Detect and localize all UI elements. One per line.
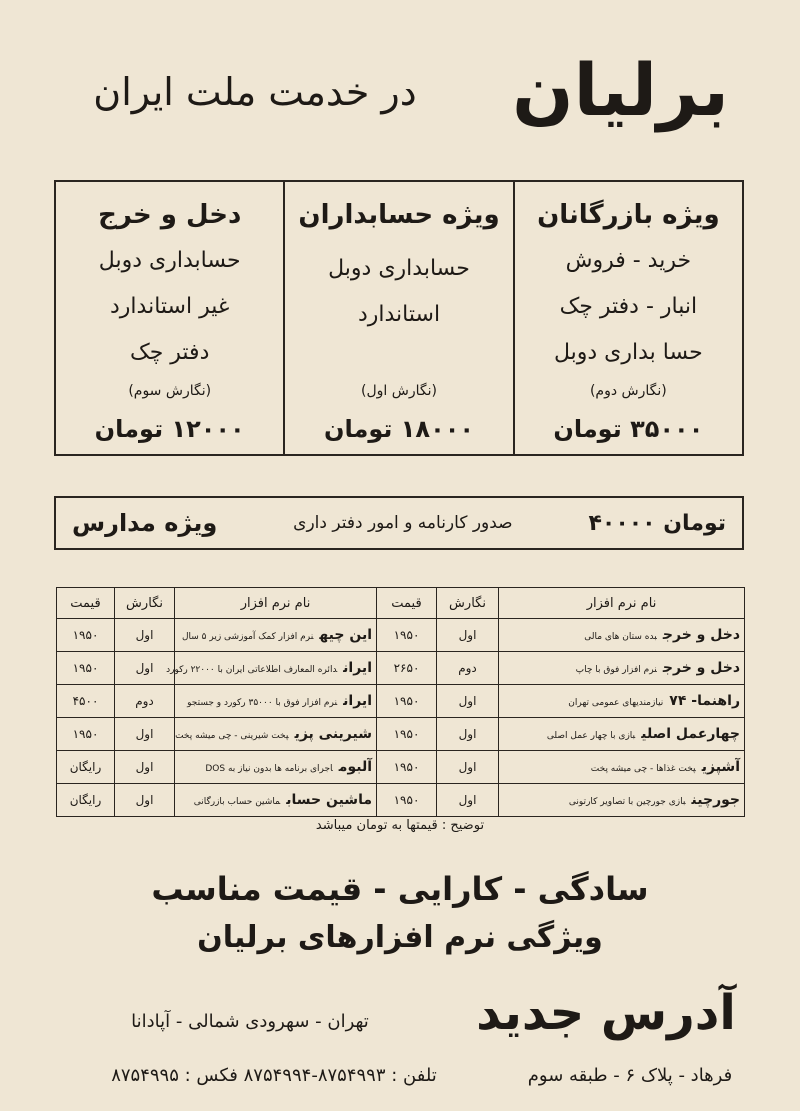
- table-row: [57, 652, 745, 685]
- software-desc: بده ستان های مالی: [584, 632, 657, 642]
- box-edition: (نگارش دوم): [589, 383, 667, 399]
- slogan: در خدمت ملت ایران: [93, 70, 417, 114]
- price-cell: ۱۹۵۰: [57, 718, 115, 751]
- box-edition: (نگارش اول): [361, 383, 437, 399]
- edition-cell: دوم: [437, 652, 499, 685]
- software-desc: نرم افزار کمک آموزشی زیر ۵ سال: [181, 632, 314, 642]
- price-cell: ۱۹۵۰: [377, 784, 437, 817]
- software-table: [56, 587, 745, 817]
- software-name: دخل و خرج: [662, 660, 740, 676]
- col-header-name: نام نرم افزار: [175, 588, 377, 619]
- address-city: تهران - سهرودی شمالی - آپادانا: [131, 1011, 369, 1032]
- box-line: حسابداری دوبل: [98, 248, 241, 273]
- software-cell: [175, 784, 377, 817]
- table-row: [57, 685, 745, 718]
- software-cell: [166, 652, 377, 685]
- col-header-price: قیمت: [377, 588, 437, 619]
- software-cell: [499, 784, 745, 817]
- software-cell: [499, 718, 745, 751]
- software-desc: پخت شیرینی - چی میشه پخت: [175, 731, 289, 741]
- software-name: راهنما- ۷۴: [669, 693, 740, 709]
- product-boxes: [54, 180, 744, 456]
- box-line: استاندارد: [357, 302, 441, 327]
- price-cell: ۱۹۵۰: [377, 685, 437, 718]
- price-cell: ۱۹۵۰: [57, 619, 115, 652]
- software-name: این چیه: [319, 627, 372, 643]
- software-name: شیرینی پزی: [294, 726, 372, 742]
- box-line: دفتر چک: [130, 340, 210, 365]
- software-desc: نرم افزار فوق با چاپ: [575, 665, 657, 675]
- edition-cell: اول: [437, 619, 499, 652]
- price-cell: رایگان: [57, 751, 115, 784]
- edition-cell: اول: [437, 685, 499, 718]
- software-desc: بازی جورچین با تصاویر کارتونی: [568, 797, 686, 807]
- price-cell: ۲۶۵۰: [377, 652, 437, 685]
- box-line: غیر استاندارد: [110, 294, 230, 319]
- box-edition: (نگارش سوم): [128, 383, 212, 399]
- edition-cell: اول: [115, 619, 175, 652]
- software-name: چهارعمل اصلی: [641, 726, 740, 742]
- software-name: آلبوم: [338, 759, 372, 775]
- tagline-brand: ویژگی نرم افزارهای برلیان: [197, 920, 603, 955]
- price-cell: رایگان: [57, 784, 115, 817]
- table-row: [57, 751, 745, 784]
- box-line: حسابداری دوبل: [328, 256, 470, 281]
- box-income-expense: [56, 182, 285, 454]
- school-title: ویژه مدارس: [72, 509, 218, 537]
- new-address-title: آدرس جدید: [476, 985, 736, 1041]
- edition-cell: اول: [115, 751, 175, 784]
- software-name: ایران: [343, 660, 372, 676]
- software-desc: اجرای برنامه ها بدون نیاز به DOS: [205, 764, 333, 774]
- software-name: ایران: [343, 693, 372, 709]
- price-cell: ۱۹۵۰: [377, 751, 437, 784]
- school-price: ۴۰۰۰۰ تومان: [588, 510, 726, 536]
- price-note: توضیح : قیمتها به تومان میباشد: [315, 818, 485, 833]
- box-title: ویژه بازرگانان: [537, 200, 720, 230]
- software-desc: بازی با چهار عمل اصلی: [546, 731, 636, 741]
- box-price: ۱۸۰۰۰ تومان: [324, 415, 475, 443]
- box-merchants: [515, 182, 742, 454]
- price-cell: ۴۵۰۰: [57, 685, 115, 718]
- table-header-row: [57, 588, 745, 619]
- contact-numbers: تلفن : ۸۷۵۴۹۹۳-۸۷۵۴۹۹۴ فکس : ۸۷۵۴۹۹۵: [111, 1065, 437, 1086]
- edition-cell: اول: [437, 784, 499, 817]
- software-name: آشپزی: [701, 759, 740, 775]
- software-desc: نرم افزار فوق با ۳۵۰۰۰ رکورد و جستجو: [187, 698, 338, 708]
- edition-cell: اول: [115, 718, 175, 751]
- price-cell: ۱۹۵۰: [377, 718, 437, 751]
- software-name: دخل و خرج: [662, 627, 740, 643]
- software-name: ماشین حساب: [286, 792, 372, 808]
- col-header-price: قیمت: [57, 588, 115, 619]
- col-header-edition: نگارش: [115, 588, 175, 619]
- software-cell: [175, 751, 377, 784]
- school-offer: [54, 496, 744, 550]
- software-desc: دائره المعارف اطلاعاتی ایران با ۲۲۰۰۰ رکورد: [166, 665, 338, 675]
- software-cell: [499, 619, 745, 652]
- box-title: دخل و خرج: [98, 200, 242, 230]
- software-desc: ماشین حساب بازرگانی: [193, 797, 281, 807]
- price-cell: ۱۹۵۰: [377, 619, 437, 652]
- address-street: فرهاد - پلاک ۶ - طبقه سوم: [527, 1065, 733, 1086]
- table-row: [57, 619, 745, 652]
- box-line: انبار - دفتر چک: [559, 294, 698, 319]
- price-cell: ۱۹۵۰: [57, 652, 115, 685]
- software-desc: پخت غذاها - چی میشه پخت: [590, 764, 696, 774]
- software-cell: [175, 718, 377, 751]
- software-cell: [499, 652, 745, 685]
- software-cell: [499, 685, 745, 718]
- box-line: خرید - فروش: [565, 248, 692, 273]
- table-row: [57, 784, 745, 817]
- edition-cell: دوم: [115, 685, 175, 718]
- edition-cell: اول: [437, 718, 499, 751]
- edition-cell: اول: [437, 751, 499, 784]
- edition-cell: اول: [115, 784, 175, 817]
- software-cell: [175, 619, 377, 652]
- edition-cell: اول: [115, 652, 175, 685]
- school-desc: صدور کارنامه و امور دفتر داری: [293, 513, 513, 533]
- software-name: جورچین: [691, 792, 740, 808]
- box-title: ویژه حسابداران: [298, 200, 500, 230]
- brand-logo: برلیان: [512, 48, 729, 132]
- table-row: [57, 718, 745, 751]
- box-accountants: [285, 182, 514, 454]
- tagline-features: سادگی - کارایی - قیمت مناسب: [151, 870, 649, 908]
- box-line: حسا بداری دوبل: [553, 340, 703, 365]
- software-cell: [499, 751, 745, 784]
- col-header-edition: نگارش: [437, 588, 499, 619]
- box-price: ۳۵۰۰۰ تومان: [553, 415, 704, 443]
- software-desc: نیازمندیهای عمومی تهران: [568, 698, 664, 708]
- col-header-name: نام نرم افزار: [499, 588, 745, 619]
- box-price: ۱۲۰۰۰ تومان: [94, 415, 245, 443]
- software-cell: [175, 685, 377, 718]
